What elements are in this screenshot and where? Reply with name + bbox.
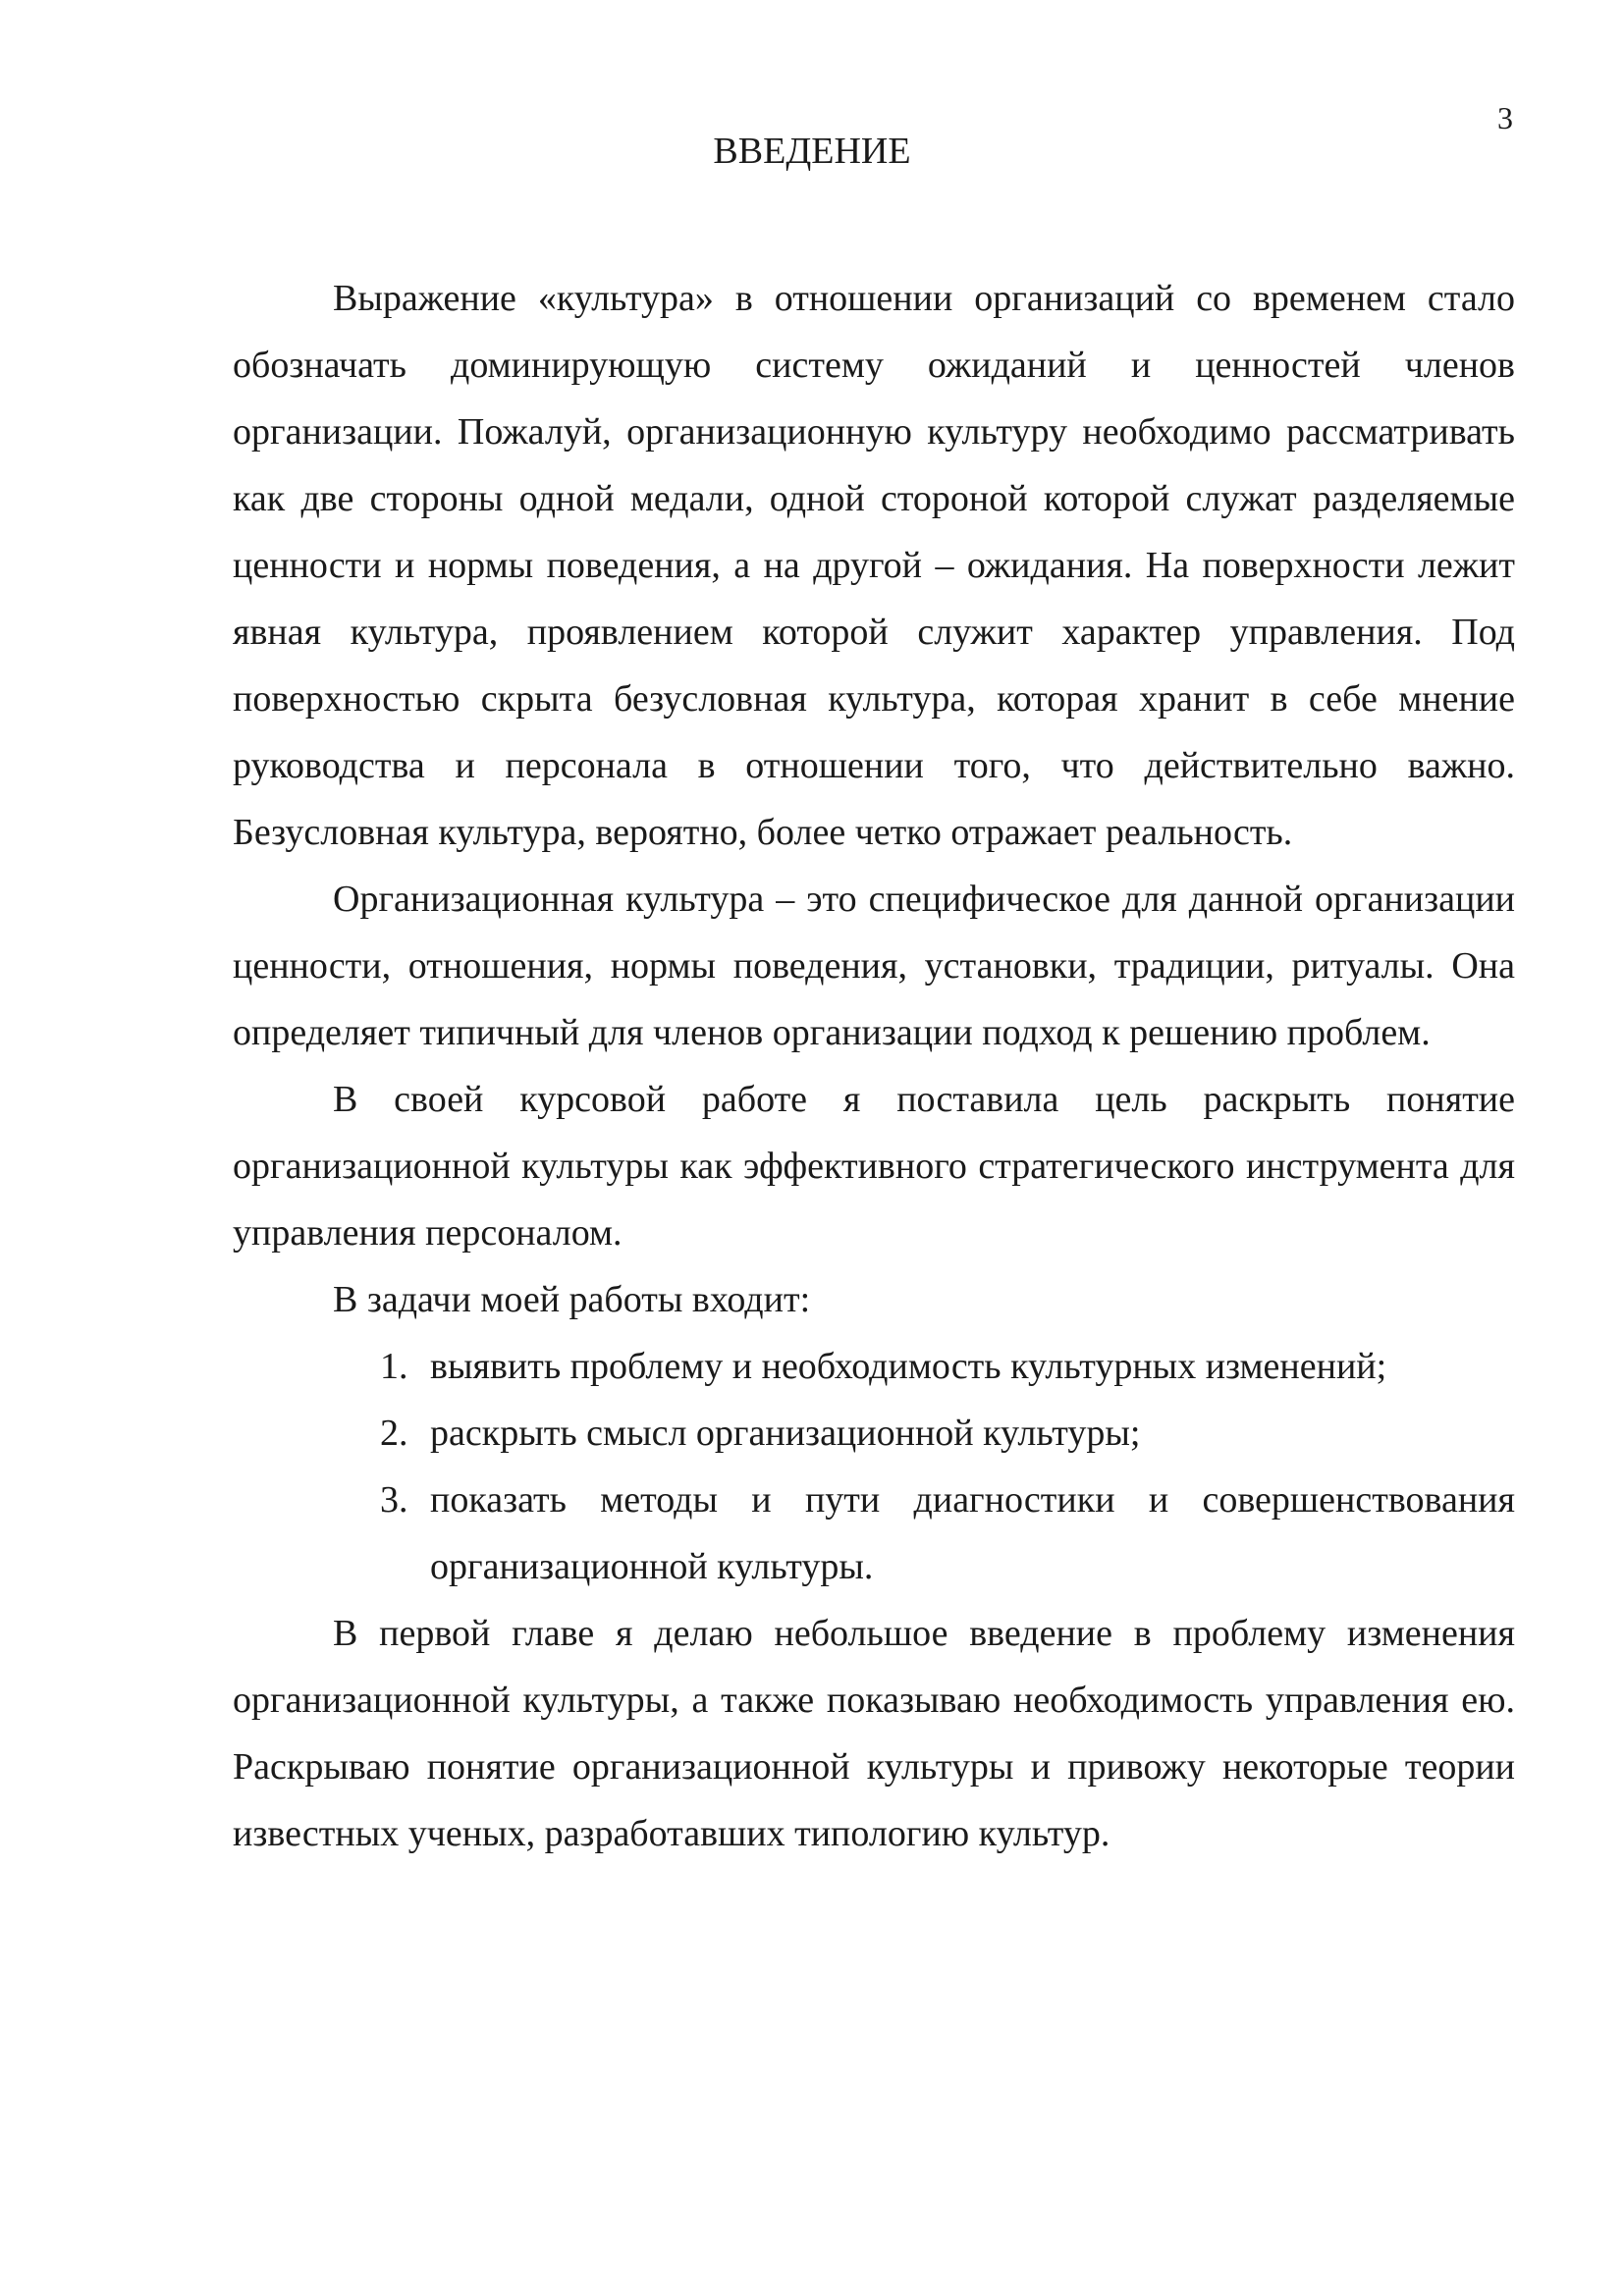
list-item-text: раскрыть смысл организационной культуры; — [430, 1413, 1141, 1454]
page-title: ВВЕДЕНИЕ — [713, 131, 911, 172]
list-item-text: показать методы и пути диагностики и совершенствования организационной культуры. — [430, 1479, 1515, 1587]
paragraph-first-chapter: В первой главе я делаю небольшое введение в проблему изменения организационной культуры, а также показываю необходимость управления ею. Раскрываю понятие организационной культуры и привожу некоторые теории известных ученых, разработавших типологию культур. — [233, 1613, 1515, 1854]
list-item — [233, 1467, 1515, 1600]
paragraph-goal: В своей курсовой работе я поставила цель раскрыть понятие организационной культуры как эффективного стратегического инструмента для управления персоналом. — [233, 1079, 1515, 1254]
list-item-text: выявить проблему и необходимость культурных изменений; — [430, 1346, 1387, 1387]
page-number: 3 — [1497, 100, 1513, 135]
paragraph-culture-definition: Выражение «культура» в отношении организаций со временем стало обозначать доминирующую систему ожиданий и ценностей членов организации. Пожалуй, организационную культуру необходимо рассматривать как две стороны одной медали, одной стороной которой служат разделяемые ценности и нормы поведения, а на другой – ожидания. На поверхности лежит явная культура, проявлением которой служит характер управления. Под поверхностью скрыта безусловная культура, которая хранит в себе мнение руководства и персонала в отношении того, что действительно важно. Безусловная культура, вероятно, более четко отражает реальность. — [233, 278, 1515, 853]
paragraph-organizational-culture: Организационная культура – это специфическое для данной организации ценности, отношения, нормы поведения, установки, традиции, ритуалы. Она определяет типичный для членов организации подход к решению проблем. — [233, 879, 1515, 1053]
list-item — [233, 1400, 1515, 1467]
list-item-number: 3. — [380, 1479, 408, 1521]
list-item — [233, 1333, 1515, 1400]
paragraph-tasks-intro: В задачи моей работы входит: — [333, 1279, 811, 1320]
document-body — [233, 265, 1515, 1867]
list-item-number: 1. — [380, 1346, 408, 1387]
task-list — [233, 1333, 1515, 1600]
list-item-number: 2. — [380, 1413, 408, 1454]
